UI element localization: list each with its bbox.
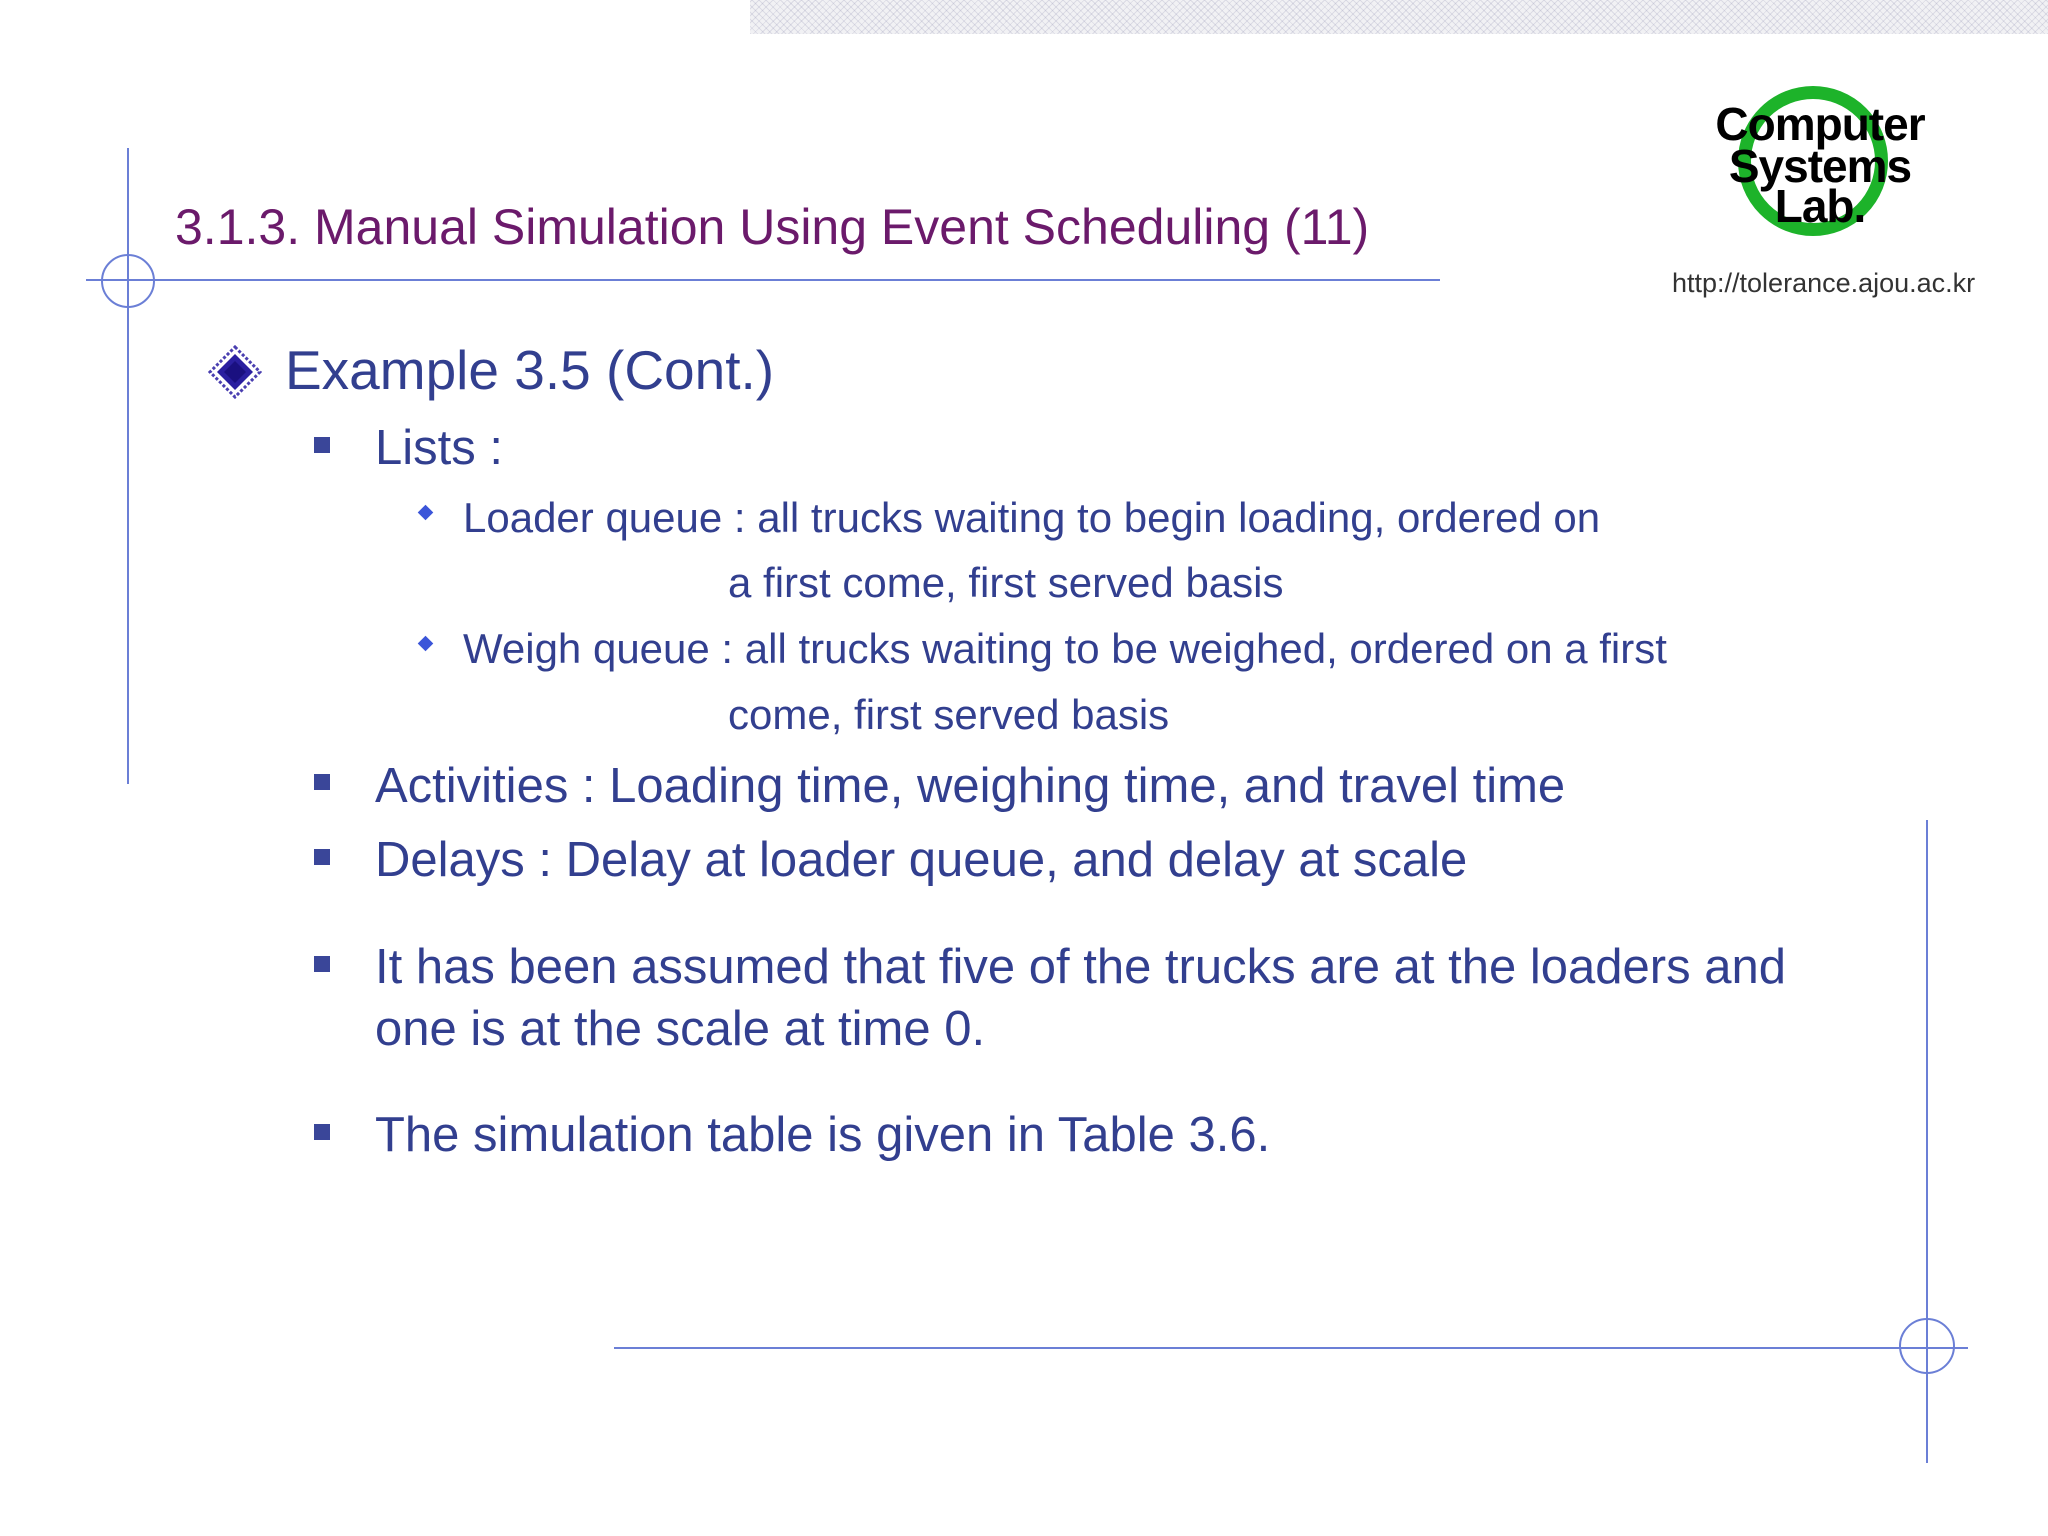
logo-line-lab: Lab.	[1774, 180, 1866, 232]
bullet-delays: Delays : Delay at loader queue, and delay at scale	[375, 833, 1468, 887]
slide-title: 3.1.3. Manual Simulation Using Event Scheduling (11)	[175, 199, 1370, 255]
square-bullet-icon	[314, 437, 330, 453]
bullet-table-note: The simulation table is given in Table 3.6.	[375, 1108, 1271, 1162]
bottom-right-crosshair-icon	[1899, 1318, 1955, 1374]
square-bullet-icon	[314, 774, 330, 790]
weigh-queue-continuation: come, first served basis	[728, 691, 1170, 738]
bullet-lists: Lists :	[375, 421, 503, 475]
bullet-activities: Activities : Loading time, weighing time, and travel time	[375, 759, 1566, 813]
left-vertical-rule	[127, 148, 129, 784]
small-diamond-bullet-icon	[418, 636, 434, 652]
loader-queue-line: Loader queue : all trucks waiting to begin loading, ordered on	[463, 494, 1601, 541]
diamond-bullet-icon	[208, 345, 262, 399]
square-bullet-icon	[314, 956, 330, 972]
bullet-assumption: It has been assumed that five of the trucks are at the loaders and one is at the scale at time 0.	[375, 940, 1786, 1056]
weigh-queue-line: Weigh queue : all trucks waiting to be weighed, ordered on a first	[463, 625, 1667, 672]
header-hatch-band	[750, 0, 2048, 34]
title-underline	[86, 279, 1440, 281]
bottom-rule	[614, 1347, 1968, 1349]
lab-url: http://tolerance.ajou.ac.kr	[1672, 268, 1976, 298]
computer-systems-lab-logo	[1690, 78, 1950, 258]
logo-line-computer: Computer	[1715, 98, 1925, 150]
top-left-crosshair-icon	[101, 254, 155, 308]
example-heading: Example 3.5 (Cont.)	[285, 339, 775, 401]
square-bullet-icon	[314, 849, 330, 865]
loader-queue-continuation: a first come, first served basis	[728, 559, 1284, 606]
small-diamond-bullet-icon	[418, 505, 434, 521]
logo-line-systems: Systems	[1728, 140, 1912, 192]
square-bullet-icon	[314, 1124, 330, 1140]
